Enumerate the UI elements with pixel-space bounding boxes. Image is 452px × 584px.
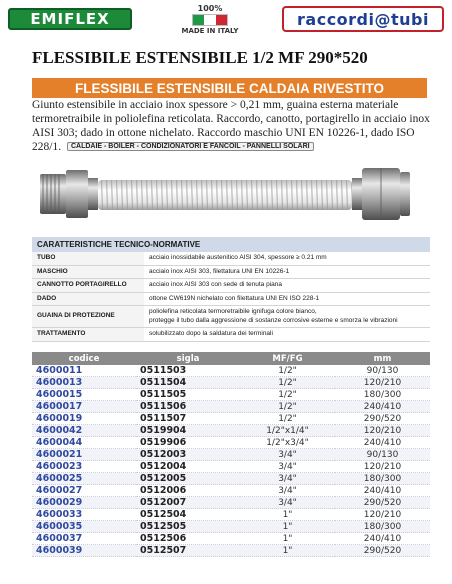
mf-fg-cell: 1": [240, 545, 335, 557]
table-row: [32, 509, 430, 521]
codice-cell: 4600021: [32, 449, 136, 461]
mf-fg-cell: 1/2"x1/4": [240, 425, 335, 437]
table-row: [32, 533, 430, 545]
sigla-cell: 0512504: [136, 509, 240, 521]
spec-value: acciaio inossidabile austenitico AISI 304, spessore ≥ 0.21 mm: [144, 252, 430, 265]
italy-flag-icon: [192, 14, 228, 26]
spec-row: [32, 265, 430, 279]
spec-value: acciaio inox AISI 303 con sede di tenuta piana: [144, 279, 430, 293]
sigla-cell: 0512506: [136, 533, 240, 545]
sigla-cell: 0512507: [136, 545, 240, 557]
table-row: [32, 413, 430, 425]
mf-fg-cell: 3/4": [240, 485, 335, 497]
codice-cell: 4600039: [32, 545, 136, 557]
spec-key: TRATTAMENTO: [32, 328, 144, 342]
sigla-cell: 0512505: [136, 521, 240, 533]
sigla-cell: 0511505: [136, 389, 240, 401]
mf-fg-cell: 1/2": [240, 413, 335, 425]
mm-cell: 290/520: [335, 497, 430, 509]
table-row: [32, 437, 430, 449]
sigla-cell: 0512007: [136, 497, 240, 509]
sigla-cell: 0512005: [136, 473, 240, 485]
technical-specs-table: [32, 237, 430, 342]
mm-cell: 120/210: [335, 425, 430, 437]
spec-key: GUAINA DI PROTEZIONE: [32, 306, 144, 328]
spec-value: acciaio inox AISI 303, filettatura UNI EN 10226-1: [144, 265, 430, 279]
table-row: [32, 545, 430, 557]
mm-cell: 240/410: [335, 437, 430, 449]
mm-cell: 240/410: [335, 485, 430, 497]
sigla-cell: 0519906: [136, 437, 240, 449]
mm-cell: 120/210: [335, 509, 430, 521]
product-banner: FLESSIBILE ESTENSIBILE CALDAIA RIVESTITO: [32, 78, 427, 98]
mf-fg-cell: 3/4": [240, 473, 335, 485]
sigla-cell: 0512003: [136, 449, 240, 461]
codice-cell: 4600015: [32, 389, 136, 401]
mm-cell: 290/520: [335, 545, 430, 557]
mm-cell: 120/210: [335, 461, 430, 473]
spec-value: ottone CW619N nichelato con filettatura UNI EN ISO 228-1: [144, 292, 430, 306]
table-row: [32, 389, 430, 401]
spec-key: TUBO: [32, 252, 144, 265]
applications-tag: CALDAIE - BOILER - CONDIZIONATORI E FANCOIL - PANNELLI SOLARI: [67, 142, 314, 151]
made-in-italy-badge: [172, 4, 248, 38]
codice-cell: 4600019: [32, 413, 136, 425]
page-title: FLESSIBILE ESTENSIBILE 1/2 MF 290*520: [32, 48, 368, 67]
spec-row: [32, 328, 430, 342]
codice-cell: 4600033: [32, 509, 136, 521]
mm-cell: 180/300: [335, 521, 430, 533]
column-header-codice: codice: [32, 352, 136, 365]
mf-fg-cell: 1": [240, 521, 335, 533]
emiflex-logo: EMIFLEX: [8, 8, 132, 30]
codice-cell: 4600027: [32, 485, 136, 497]
spec-row: [32, 306, 430, 328]
sigla-cell: 0511503: [136, 365, 240, 377]
spec-row: [32, 279, 430, 293]
spec-value: poliolefina reticolata termoretraibile ignifuga colore bianco, protegge il tubo dalla aggressione di sostanze corrosive esterne e smorza le vibrazioni: [144, 306, 430, 328]
codice-cell: 4600013: [32, 377, 136, 389]
mm-cell: 180/300: [335, 389, 430, 401]
sigla-cell: 0519904: [136, 425, 240, 437]
column-header-mm: mm: [335, 352, 430, 365]
codice-cell: 4600044: [32, 437, 136, 449]
column-header-mf-fg: MF/FG: [240, 352, 335, 365]
mf-fg-cell: 1/2"x3/4": [240, 437, 335, 449]
spec-key: CANNOTTO PORTAGIRELLO: [32, 279, 144, 293]
codice-cell: 4600025: [32, 473, 136, 485]
codice-cell: 4600017: [32, 401, 136, 413]
codice-cell: 4600042: [32, 425, 136, 437]
spec-row: [32, 252, 430, 265]
mm-cell: 240/410: [335, 533, 430, 545]
specs-title: CARATTERISTICHE TECNICO-NORMATIVE: [32, 237, 430, 252]
sigla-cell: 0512004: [136, 461, 240, 473]
product-codes-table: [32, 352, 430, 557]
codice-cell: 4600035: [32, 521, 136, 533]
mf-fg-cell: 1": [240, 533, 335, 545]
mf-fg-cell: 3/4": [240, 461, 335, 473]
table-row: [32, 461, 430, 473]
mf-fg-cell: 3/4": [240, 449, 335, 461]
product-description: [32, 98, 430, 154]
table-row: [32, 473, 430, 485]
made-in-italy-percent: 100%: [197, 4, 223, 13]
spec-row: [32, 292, 430, 306]
table-row: [32, 365, 430, 377]
flexible-hose-image: [40, 160, 412, 228]
raccordi-tubi-logo: raccordi@tubi: [282, 6, 444, 32]
spec-value: solubilizzato dopo la saldatura dei terminali: [144, 328, 430, 342]
mf-fg-cell: 3/4": [240, 497, 335, 509]
mm-cell: 180/300: [335, 473, 430, 485]
table-row: [32, 485, 430, 497]
codice-cell: 4600037: [32, 533, 136, 545]
mf-fg-cell: 1/2": [240, 377, 335, 389]
codice-cell: 4600023: [32, 461, 136, 473]
codice-cell: 4600029: [32, 497, 136, 509]
table-row: [32, 449, 430, 461]
column-header-sigla: sigla: [136, 352, 240, 365]
mf-fg-cell: 1/2": [240, 401, 335, 413]
table-row: [32, 401, 430, 413]
table-row: [32, 521, 430, 533]
description-text: Giunto estensibile in acciaio inox spessore > 0,21 mm, guaina esterna materiale termoretraibile in poliolefina reticolata. Raccordo, canotto, portagirello in acciaio inox AISI 303; dado in ottone nichelato. Raccordo maschio UNI EN 10226-1, dado ISO 228/1.: [32, 99, 430, 153]
codice-cell: 4600011: [32, 365, 136, 377]
sigla-cell: 0511504: [136, 377, 240, 389]
sigla-cell: 0512006: [136, 485, 240, 497]
table-row: [32, 377, 430, 389]
mm-cell: 120/210: [335, 377, 430, 389]
table-row: [32, 425, 430, 437]
mm-cell: 240/410: [335, 401, 430, 413]
mm-cell: 90/130: [335, 449, 430, 461]
made-in-italy-text: MADE IN ITALY: [181, 27, 239, 35]
mm-cell: 90/130: [335, 365, 430, 377]
mm-cell: 290/520: [335, 413, 430, 425]
spec-key: MASCHIO: [32, 265, 144, 279]
table-row: [32, 497, 430, 509]
sigla-cell: 0511506: [136, 401, 240, 413]
mf-fg-cell: 1/2": [240, 389, 335, 401]
mf-fg-cell: 1": [240, 509, 335, 521]
sigla-cell: 0511507: [136, 413, 240, 425]
mf-fg-cell: 1/2": [240, 365, 335, 377]
spec-key: DADO: [32, 292, 144, 306]
